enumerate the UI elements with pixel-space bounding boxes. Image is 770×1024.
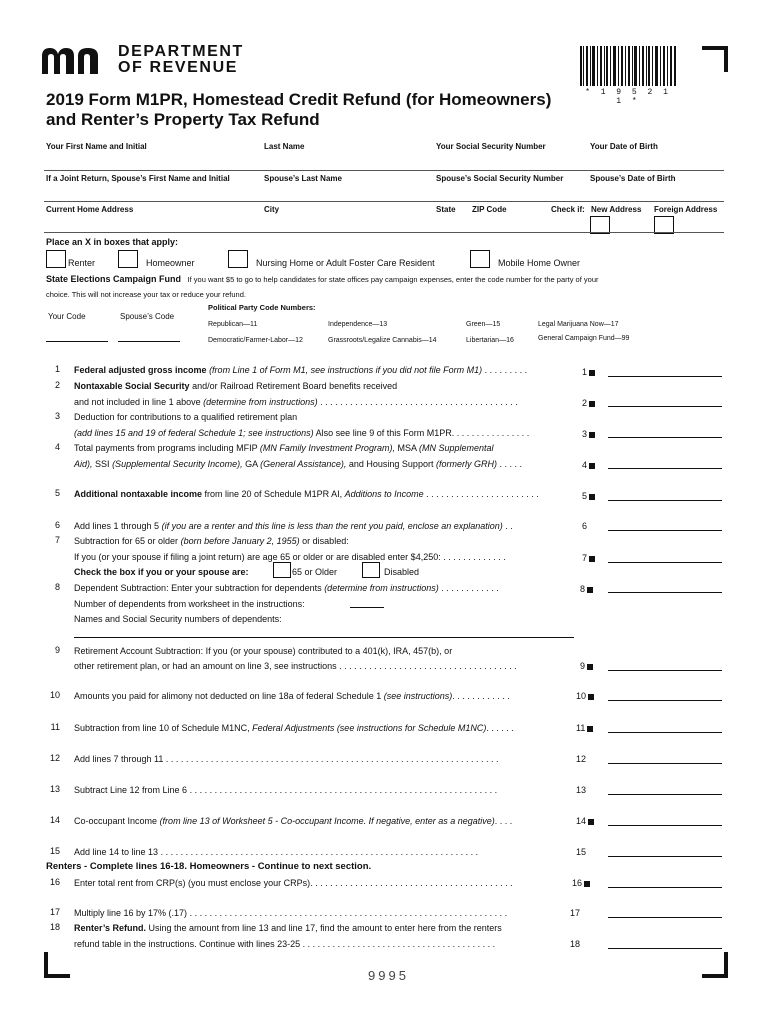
spouse-last-name-label: Spouse’s Last Name [264,174,342,183]
line-12-code: 12 [576,754,587,764]
line-14-text: Co-occupant Income (from line 13 of Worksheet 5 - Co-occupant Income. If negative, enter as a negative). . . . [74,816,513,826]
address-label: Current Home Address [46,205,134,214]
line-3-amount[interactable] [608,437,722,438]
line-number: 8 [54,582,60,592]
registration-mark-top-right [702,46,728,72]
party-code: Libertarian—16 [466,337,514,344]
line-number: 2 [54,380,60,390]
line-13-code: 13 [576,785,587,795]
line-number: 3 [54,411,60,421]
line-1-text: Federal adjusted gross income (from Line 1 of Form M1, see instructions if you did not file Form M1) . . . . . . . . . [74,365,528,375]
line-6-amount[interactable] [608,530,722,531]
party-code: General Campaign Fund—99 [538,335,630,342]
line-4-text: Total payments from programs including MFIP (MN Family Investment Program), MSA (MN Supplemental [74,443,494,453]
line-5-amount[interactable] [608,500,722,501]
dependents-names-field[interactable] [74,637,574,638]
renter-checkbox[interactable] [46,250,66,268]
line-7-code: 7 [582,552,595,564]
line-number: 4 [54,442,60,452]
line-16-code: 16 [572,877,590,889]
line-number: 13 [49,784,60,794]
renter-label: Renter [68,258,96,268]
last-name-label: Last Name [264,142,305,151]
line-7-check-label: Check the box if you or your spouse are: [74,567,249,577]
line-2-code: 2 [582,397,595,409]
spouse-first-name-label: If a Joint Return, Spouse’s First Name and Initial [46,174,230,183]
line-18-text: Renter’s Refund. Using the amount from line 13 and line 17, find the amount to enter here from the renters [74,923,502,933]
zip-label: ZIP Code [472,205,507,214]
line-18-code: 18 [570,939,581,949]
nursing-home-label: Nursing Home or Adult Foster Care Resident [256,258,435,268]
line-17-code: 17 [570,908,581,918]
line-3-text-cont: (add lines 15 and 19 of federal Schedule 1; see instructions) Also see line 9 of this Form M1PR. . . . . . . . . . . . . . . . [74,428,530,438]
line-15-code: 15 [576,847,587,857]
line-4-code: 4 [582,459,595,471]
party-code: Legal Marijuana Now—17 [538,321,619,328]
line-11-text: Subtraction from line 10 of Schedule M1NC, Federal Adjustments (see instructions for Schedule M1NC). . . . . . [74,723,514,733]
line-number: 6 [54,520,60,530]
party-code: Democratic/Farmer-Labor—12 [208,337,303,344]
disabled-checkbox[interactable] [362,562,380,578]
line-4-text-cont: Aid), SSI (Supplemental Security Income), GA (General Assistance), and Housing Support (formerly GRH) . . . . . [74,459,522,469]
line-number: 7 [54,535,60,545]
nursing-home-checkbox[interactable] [228,250,248,268]
barcode [580,46,676,86]
address-field[interactable] [44,232,724,233]
party-code: Green—15 [466,321,501,328]
spouse-code-field[interactable] [118,341,180,342]
dependents-count-field[interactable] [350,607,384,608]
line-8-amount[interactable] [608,592,722,593]
line-14-code: 14 [576,815,594,827]
line-10-text: Amounts you paid for alimony not deducted on line 18a of federal Schedule 1 (see instructions). . . . . . . . . . . . [74,691,510,701]
line-9-code: 9 [580,660,593,672]
line-9-text-cont: other retirement plan, or had an amount on line 3, see instructions . . . . . . . . . . . . . . . . . . . . . . . . . . . . . . . . . . . . [74,661,517,671]
line-4-amount[interactable] [608,468,722,469]
state-label: State [436,205,456,214]
spouse-ssn-label: Spouse’s Social Security Number [436,174,564,183]
disabled-label: Disabled [384,567,420,577]
line-8-dependents-text: Number of dependents from worksheet in the instructions: [74,599,305,609]
mobile-home-label: Mobile Home Owner [498,258,581,268]
line-10-code: 10 [576,690,594,702]
line-3-code: 3 [582,428,595,440]
line-15-amount[interactable] [608,856,722,857]
campaign-fund-note: choice. This will not increase your tax or reduce your refund. [46,290,246,299]
line-8-text: Dependent Subtraction: Enter your subtraction for dependents (determine from instructions) . . . . . . . . . . . . [74,583,499,593]
line-2-text-cont: and not included in line 1 above (determine from instructions) . . . . . . . . . . . . . . . . . . . . . . . . . . . . . . . . . . . . . . . . [74,397,518,407]
your-code-field[interactable] [46,341,108,342]
check-if-label: Check if: [551,205,585,214]
line-number: 5 [54,488,60,498]
ssn-label: Your Social Security Number [436,142,546,151]
line-number: 17 [49,907,60,917]
boxes-prompt: Place an X in boxes that apply: [46,237,179,247]
line-7-text: Subtraction for 65 or older (born before January 2, 1955) or disabled: [74,536,349,546]
campaign-fund-text: State Elections Campaign Fund If you want $5 to go to help candidates for state offices pay campaign expenses, enter the code number for the party of your [46,274,599,284]
line-16-amount[interactable] [608,887,722,888]
line-3-text: Deduction for contributions to a qualified retirement plan [74,412,298,422]
line-number: 10 [49,690,60,700]
line-17-amount[interactable] [608,917,722,918]
line-17-text: Multiply line 16 by 17% (.17) . . . . . . . . . . . . . . . . . . . . . . . . . . . . . . . . . . . . . . . . . . . . . . . . . . . . . . . . . . . . . . . . [74,908,508,918]
city-label: City [264,205,280,214]
line-8-names-text: Names and Social Security numbers of dependents: [74,614,282,624]
line-number: 16 [49,877,60,887]
party-code: Grassroots/Legalize Cannabis—14 [328,337,437,344]
line-12-text: Add lines 7 through 11 . . . . . . . . . . . . . . . . . . . . . . . . . . . . . . . . . . . . . . . . . . . . . . . . . . . . . . . . . . . . . . . . . . . [74,754,499,764]
line-12-amount[interactable] [608,763,722,764]
age-65-checkbox[interactable] [273,562,291,578]
spouse-dob-label: Spouse’s Date of Birth [590,174,676,183]
line-2-text: Nontaxable Social Security and/or Railroad Retirement Board benefits received [74,381,398,391]
line-6-text: Add lines 1 through 5 (if you are a renter and this line is less than the rent you paid, enclose an explanation) . . [74,521,513,531]
line-number: 9 [54,645,60,655]
renters-heading: Renters - Complete lines 16-18. Homeowners - Continue to next section. [46,861,372,872]
first-name-label: Your First Name and Initial [46,142,147,151]
homeowner-label: Homeowner [146,258,195,268]
party-codes-header: Political Party Code Numbers: [208,303,316,312]
line-18-text-cont: refund table in the instructions. Continue with lines 23-25 . . . . . . . . . . . . . . . . . . . . . . . . . . . . . . . . . . . . . . . [74,939,496,949]
line-5-code: 5 [582,490,595,502]
line-11-amount[interactable] [608,732,722,733]
line-number: 12 [49,753,60,763]
mn-logo-icon [40,44,112,76]
barcode-number: * 1 9 5 2 1 1 * [585,88,671,106]
line-5-text: Additional nontaxable income from line 20 of Schedule M1PR AI, Additions to Income . . . . . . . . . . . . . . . . . . . . . . . [74,489,539,499]
line-9-text: Retirement Account Subtraction: If you (or your spouse) contributed to a 401(k), IRA, 457(b), or [74,646,453,656]
line-1-amount[interactable] [608,376,722,377]
line-number: 11 [50,722,60,732]
line-2-amount[interactable] [608,406,722,407]
line-number: 18 [49,922,60,932]
party-code: Independence—13 [328,321,388,328]
line-6-code: 6 [582,521,588,531]
line-15-text: Add line 14 to line 13 . . . . . . . . . . . . . . . . . . . . . . . . . . . . . . . . . . . . . . . . . . . . . . . . . . . . . . . . . . . . . . . . [74,847,479,857]
homeowner-checkbox[interactable] [118,250,138,268]
line-9-amount[interactable] [608,670,722,671]
line-13-amount[interactable] [608,794,722,795]
foreign-address-label: Foreign Address [654,205,718,214]
dob-label: Your Date of Birth [590,142,658,151]
line-16-text: Enter total rent from CRP(s) (you must enclose your CRPs). . . . . . . . . . . . . . . . . . . . . . . . . . . . . . . . . . . . . . . . . [74,878,513,888]
age-65-label: 65 or Older [292,567,338,577]
line-18-amount[interactable] [608,948,722,949]
line-10-amount[interactable] [608,700,722,701]
page-code: 9995 [368,968,409,983]
registration-mark-bottom-left [44,952,70,978]
agency-name: DEPARTMENT OF REVENUE [118,43,244,76]
line-8-code: 8 [580,583,593,595]
registration-mark-bottom-right [702,952,728,978]
party-code: Republican—11 [208,321,258,328]
line-number: 15 [49,846,60,856]
new-address-label: New Address [591,205,642,214]
line-14-amount[interactable] [608,825,722,826]
line-7-amount[interactable] [608,562,722,563]
line-7-text-cont: If you (or your spouse if filing a joint return) are age 65 or older or are disabled enter $4,250: . . . . . . . . . . . . . [74,552,506,562]
mobile-home-checkbox[interactable] [470,250,490,268]
line-1-code: 1 [582,366,595,378]
line-number: 1 [54,364,60,374]
form-title: 2019 Form M1PR, Homestead Credit Refund (for Homeowners) and Renter’s Property Tax Refund [46,90,552,129]
first-name-field[interactable] [44,170,724,171]
line-13-text: Subtract Line 12 from Line 6 . . . . . . . . . . . . . . . . . . . . . . . . . . . . . . . . . . . . . . . . . . . . . . . . . . . . . . . . . . . . . . [74,785,498,795]
spouse-code-label: Spouse’s Code [120,312,175,321]
line-11-code: 11 [576,722,593,734]
spouse-name-field[interactable] [44,201,724,202]
line-number: 14 [49,815,60,825]
your-code-label: Your Code [48,312,86,321]
